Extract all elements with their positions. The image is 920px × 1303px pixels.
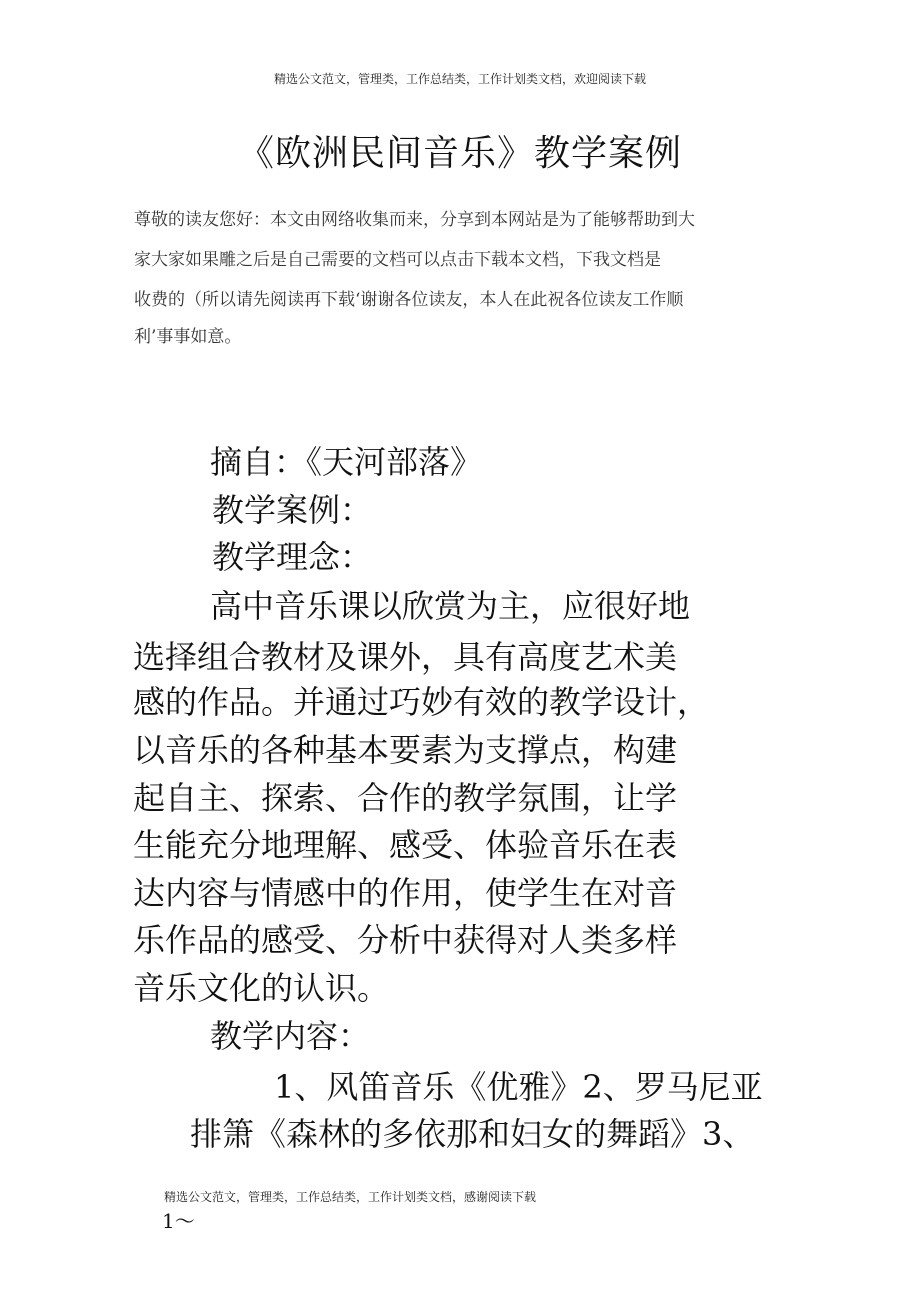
paragraph-line: 生能充分地理解、感受、体验音乐在表 (133, 826, 678, 864)
paragraph-line: 乐作品的感受、分析中获得对人类多样 (133, 921, 678, 959)
notice-line: 尊敬的读友您好：本文由网络收集而来，分享到本网站是为了能够帮助到大 (134, 210, 695, 230)
notice-line: 收费的（所以请先阅读再下载‘谢谢各位读友，本人在此祝各位读友工作顺 (134, 290, 684, 310)
page-number: 1～ (162, 1209, 195, 1233)
paragraph-line: 音乐文化的认识。 (133, 969, 390, 1007)
content-heading: 教学内容： (210, 1017, 371, 1055)
paragraph-line: 以音乐的各种基本要素为支撑点，构建 (133, 731, 678, 769)
paragraph-line: 选择组合教材及课外，具有高度艺术美 (133, 638, 678, 676)
notice-line: 利’事事如意。 (134, 327, 242, 347)
page-footer: 精选公文范文，管理类，工作总结类，工作计划类文档，感谢阅读下载 (164, 1190, 537, 1204)
paragraph-line: 起自主、探索、合作的教学氛围，让学 (133, 779, 678, 817)
paragraph-line: 达内容与情感中的作用，使学生在对音 (133, 874, 678, 912)
paragraph-line: 高中音乐课以欣赏为主，应很好地 (210, 587, 691, 625)
content-line: 排箫《森林的多依那和妇女的舞蹈》3、 (190, 1115, 755, 1153)
content-line: 1、风笛音乐《优雅》2、罗马尼亚 (274, 1068, 763, 1106)
paragraph-line: 感的作品。并通过巧妙有效的教学设计， (133, 683, 710, 721)
philosophy-heading: 教学理念： (212, 538, 373, 576)
case-heading: 教学案例： (212, 491, 373, 529)
page-header: 精选公文范文，管理类，工作总结类，工作计划类文档，欢迎阅读下载 (273, 72, 646, 86)
document-title: 《欧洲民间音乐》教学案例 (237, 133, 682, 174)
source-line: 摘自：《天河部落》 (210, 443, 483, 481)
notice-line: 家大家如果雕之后是自己需要的文档可以点击下载本文档，下我文档是 (134, 250, 661, 270)
